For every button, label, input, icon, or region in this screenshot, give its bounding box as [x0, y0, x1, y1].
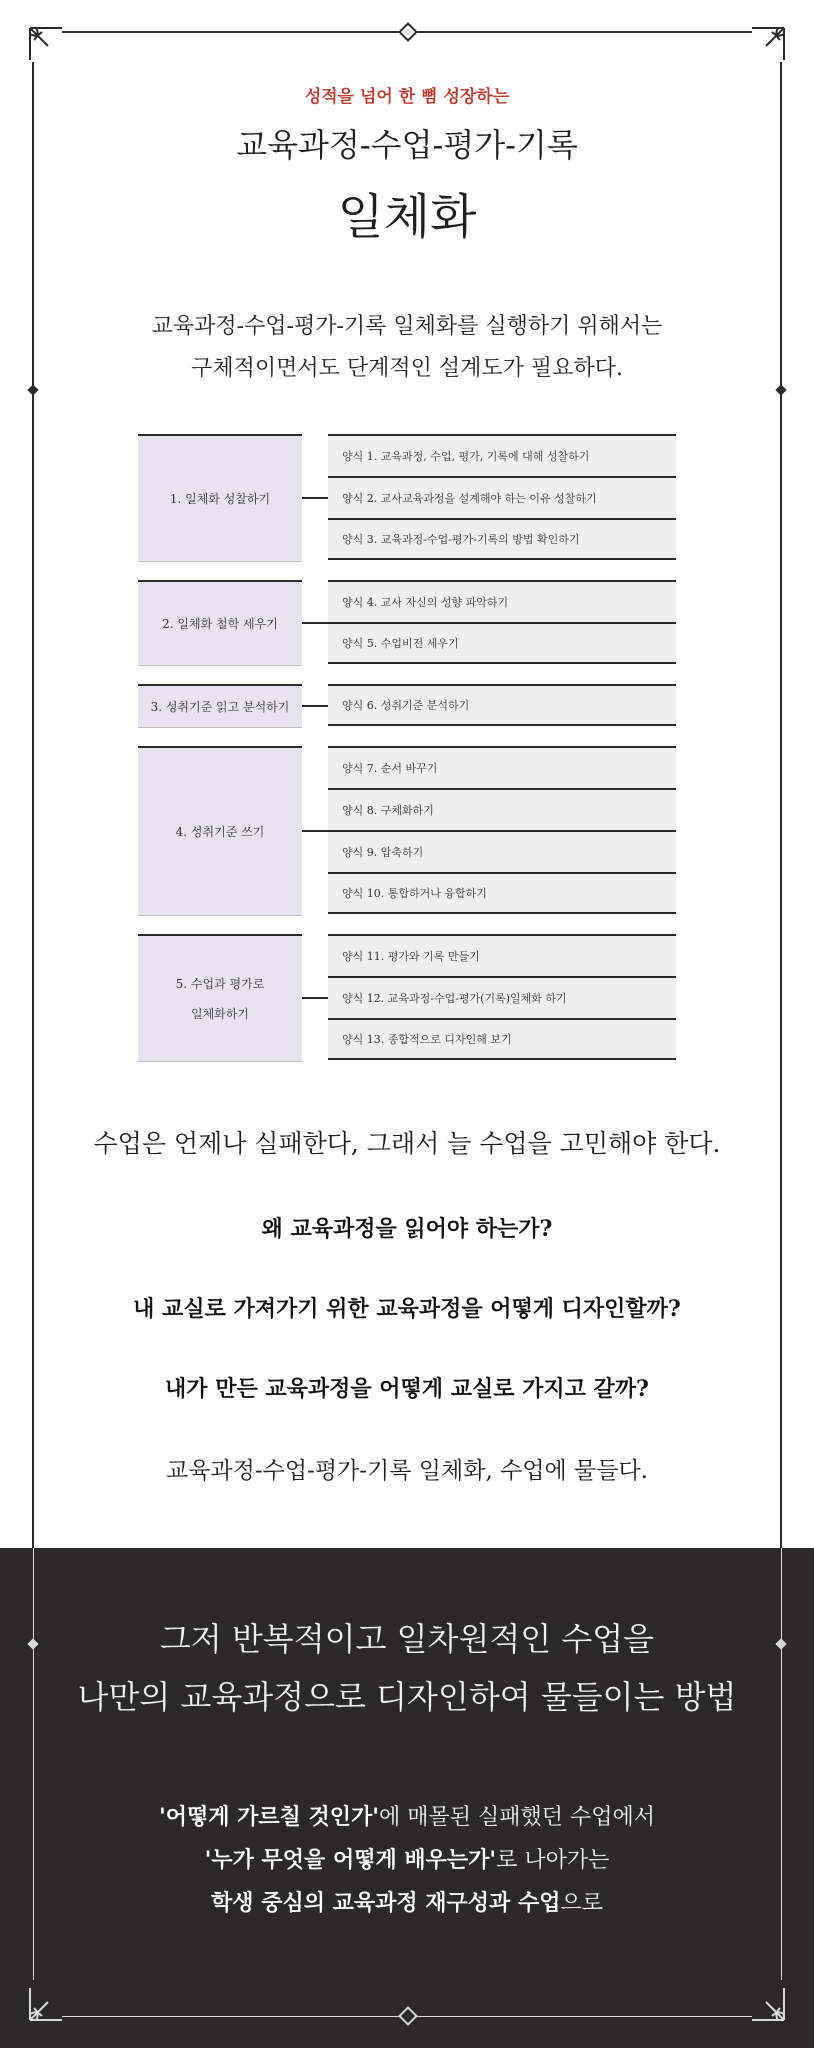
- stage-connector: [302, 497, 328, 499]
- stage-label: 3. 성취기준 읽고 분석하기: [150, 699, 290, 714]
- dark-body-line2-bold: '누가 무엇을 어떻게 배우는가': [204, 1847, 497, 1873]
- stage-label: 2. 일체화 철학 세우기: [162, 616, 278, 631]
- form-item: 양식 13. 종합적으로 디자인해 보기: [328, 1018, 676, 1060]
- stage-label: 4. 성취기준 쓰기: [175, 824, 265, 839]
- form-item: 양식 10. 통합하거나 융합하기: [328, 872, 676, 914]
- lead-statement: 수업은 언제나 실패한다, 그래서 늘 수업을 고민해야 한다.: [93, 1129, 721, 1158]
- form-item: 양식 1. 교육과정, 수업, 평가, 기록에 대해 성찰하기: [328, 434, 676, 476]
- stage-connector: [302, 830, 328, 832]
- dark-body-line2: [0, 1839, 814, 1882]
- corner-ornament-bottom-right-icon: [748, 1984, 788, 2024]
- stage-box-4: [138, 746, 302, 916]
- intro-line2: 구체적이면서도 단계적인 설계도가 필요하다.: [191, 356, 623, 381]
- page-title-line2: 일체화: [337, 189, 477, 245]
- dark-body-line1-rest: 에 매몰된 실패했던 수업에서: [379, 1805, 656, 1830]
- stage-connector: [302, 997, 328, 999]
- corner-ornament-bottom-left-icon: [26, 1984, 66, 2024]
- stage-connector: [302, 622, 328, 624]
- form-item: 양식 8. 구체화하기: [328, 788, 676, 830]
- form-item: 양식 11. 평가와 기록 만들기: [328, 934, 676, 976]
- form-item: 양식 3. 교육과정-수업-평가-기록의 방법 확인하기: [328, 518, 676, 560]
- stage-box-5: [138, 934, 302, 1062]
- form-item: 양식 7. 순서 바꾸기: [328, 746, 676, 788]
- question-3: 내가 만든 교육과정을 어떻게 교실로 가지고 갈까?: [165, 1376, 649, 1402]
- stage-label: 1. 일체화 성찰하기: [169, 491, 271, 506]
- page-title-line1: 교육과정-수업-평가-기록: [236, 126, 578, 164]
- dark-body-line3-rest: 으로: [560, 1891, 603, 1916]
- form-item: 양식 2. 교사교육과정을 설계해야 하는 이유 성찰하기: [328, 476, 676, 518]
- intro-line1: 교육과정-수업-평가-기록 일체화를 실행하기 위해서는: [151, 314, 663, 339]
- dark-body-line1-bold: '어떻게 가르칠 것인가': [158, 1804, 380, 1830]
- stage-box-3: [138, 684, 302, 728]
- stage-connector: [302, 705, 328, 707]
- dark-title-line2: 나만의 교육과정으로 디자인하여 물들이는 방법: [77, 1678, 737, 1716]
- dark-body-line3-bold: 학생 중심의 교육과정 재구성과 수업: [211, 1890, 561, 1916]
- dark-body-line1: [0, 1796, 814, 1839]
- stage-box-1: [138, 434, 302, 562]
- form-item: 양식 12. 교육과정-수업-평가(기록)일체화 하기: [328, 976, 676, 1018]
- form-item: 양식 6. 성취기준 분석하기: [328, 684, 676, 726]
- stage-box-2: [138, 580, 302, 666]
- form-item: 양식 5. 수업비전 세우기: [328, 622, 676, 664]
- dark-title-line1: 그저 반복적이고 일차원적인 수업을: [159, 1620, 655, 1658]
- stage-label: 5. 수업과 평가로 일체화하기: [175, 976, 265, 1021]
- closing-statement: 교육과정-수업-평가-기록 일체화, 수업에 물들다.: [165, 1458, 648, 1484]
- dark-body-line2-rest: 로 나아가는: [496, 1848, 610, 1873]
- dark-title: [0, 1610, 814, 1726]
- question-2: 내 교실로 가져가기 위한 교육과정을 어떻게 디자인할까?: [133, 1296, 681, 1322]
- form-item: 양식 4. 교사 자신의 성향 파악하기: [328, 580, 676, 622]
- question-1: 왜 교육과정을 읽어야 하는가?: [261, 1216, 553, 1242]
- dark-body-line3: [0, 1882, 814, 1925]
- form-item: 양식 9. 압축하기: [328, 830, 676, 872]
- dark-body: [0, 1796, 814, 1925]
- header-subtitle: 성적을 넘어 한 뼘 성장하는: [304, 87, 510, 107]
